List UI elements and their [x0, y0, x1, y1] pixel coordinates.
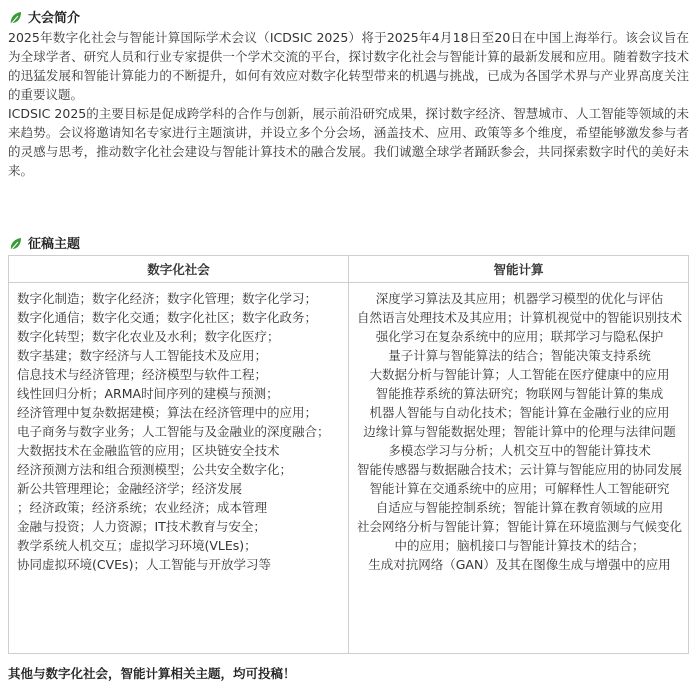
topics-heading	[8, 234, 689, 254]
leaf-icon	[8, 236, 24, 252]
footer-note: 其他与数字化社会，智能计算相关主题，均可投稿！	[8, 666, 296, 681]
list-item: 智能推荐系统的算法研究；物联网与智能计算的集成	[375, 386, 664, 401]
list-item: 经济预测方法和组合预测模型；公共安全数字化；	[17, 462, 293, 477]
list-item: 深度学习算法及其应用；机器学习模型的优化与评估	[375, 291, 664, 306]
list-item: 社会网络分析与智能计算；智能计算在环境监测与气候变化中的应用；脑机接口与智能计算技术的结合；	[357, 519, 683, 553]
list-item: 大数据分析与智能计算；人工智能在医疗健康中的应用	[369, 367, 670, 382]
list-item: 智能传感器与数据融合技术；云计算与智能应用的协同发展	[357, 462, 683, 477]
list-item: 自然语言处理技术及其应用；计算机视觉中的智能识别技术	[357, 310, 683, 325]
intro-paragraph-2: ICDSIC 2025的主要目标是促成跨学科的合作与创新，展示前沿研究成果，探讨数字经济、智慧城市、人工智能等领域的未来趋势。会议将邀请知名专家进行主题演讲，并设立多个分会场，涵盖技术、应用、政策等多个维度，希望能够激发参与者的灵感与思考，推动数字化社会建设与智能计算技术的融合发展。我们诚邀全球学者踊跃参会，共同探索数字时代的美好未来。	[8, 106, 689, 178]
intro-heading	[8, 8, 689, 28]
list-item: 数字化转型；数字化农业及水利；数字化医疗；	[17, 329, 280, 344]
digital-society-topics	[9, 283, 349, 654]
list-item: 量子计算与智能算法的结合；智能决策支持系统	[388, 348, 651, 363]
list-item: 边缘计算与智能数据处理；智能计算中的伦理与法律问题	[363, 424, 676, 439]
list-item: 多模态学习与分析；人机交互中的智能计算技术	[388, 443, 651, 458]
list-item: ；经济政策；经济系统；农业经济；成本管理	[17, 500, 268, 515]
list-item: 自适应与智能控制系统；智能计算在教育领域的应用	[375, 500, 664, 515]
column-header-intelligent-computing: 智能计算	[349, 256, 689, 283]
list-item: 生成对抗网络（GAN）及其在图像生成与增强中的应用	[368, 557, 671, 572]
intro-paragraph-1: 2025年数字化社会与智能计算国际学术会议（ICDSIC 2025）将于2025年4月18日至20日在中国上海举行。该会议旨在为全球学者、研究人员和行业专家提供一个学术交流的平台，探讨数字化社会与智能计算的最新发展和应用。随着数字技术的迅猛发展和智能计算能力的不断提升，如何有效应对数字化转型带来的机遇与挑战，已成为各国学术界与产业界高度关注的重要议题。	[8, 30, 689, 102]
list-item: 数字化制造；数字化经济；数字化管理；数字化学习；	[17, 291, 318, 306]
list-item: 智能计算在交通系统中的应用；可解释性人工智能研究	[369, 481, 670, 496]
topics-table	[8, 255, 689, 654]
topics-title: 征稿主题	[28, 236, 81, 252]
column-header-digital-society: 数字化社会	[9, 256, 349, 283]
list-item: 电子商务与数字业务；人工智能与及金融业的深度融合；	[17, 424, 330, 439]
list-item: 线性回归分析；ARMA时间序列的建模与预测；	[17, 386, 279, 401]
list-item: 新公共管理理论；金融经济学；经济发展	[17, 481, 243, 496]
list-item: 教学系统人机交互；虚拟学习环境(VLEs)；	[17, 538, 257, 553]
list-item: 协同虚拟环境(CVEs)；人工智能与开放学习等	[17, 557, 271, 572]
list-item: 数字化通信；数字化交通；数字化社区；数字化政务；	[17, 310, 318, 325]
list-item: 大数据技术在金融监管的应用；区块链安全技术	[17, 443, 280, 458]
intro-title: 大会简介	[28, 10, 81, 26]
list-item: 数字基建；数字经济与人工智能技术及应用；	[17, 348, 268, 363]
leaf-icon	[8, 10, 24, 26]
list-item: 经济管理中复杂数据建模；算法在经济管理中的应用；	[17, 405, 318, 420]
list-item: 机器人智能与自动化技术；智能计算在金融行业的应用	[369, 405, 670, 420]
list-item: 强化学习在复杂系统中的应用；联邦学习与隐私保护	[375, 329, 664, 344]
list-item: 金融与投资；人力资源；IT技术教育与安全；	[17, 519, 266, 534]
list-item: 信息技术与经济管理；经济模型与软件工程；	[17, 367, 268, 382]
intelligent-computing-topics	[349, 283, 689, 654]
